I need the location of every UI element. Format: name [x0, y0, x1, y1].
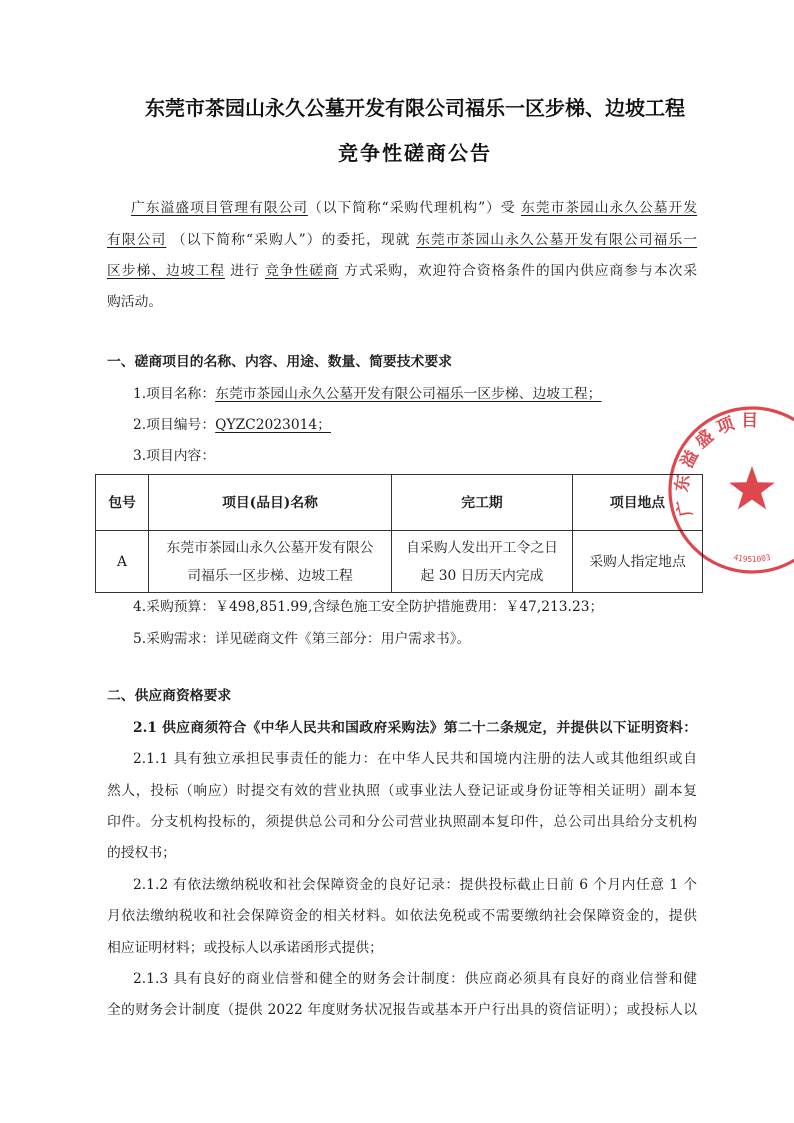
header-location: 项目地点 — [573, 475, 703, 531]
project-table — [95, 474, 703, 593]
clause-2-1-3-line: 全的财务会计制度（提供 2022 年度财务状况报告或基本开户行出具的资信证明）；或投标人以 — [107, 1002, 697, 1019]
seal-code: 41951003 — [732, 552, 772, 565]
intro-line — [107, 287, 697, 318]
official-seal-stamp — [660, 398, 794, 588]
header-package: 包号 — [96, 475, 149, 531]
intro-text: （以下简称“采购代理机构”）受 — [307, 200, 516, 217]
document-title: 东莞市茶园山永久公墓开发有限公司福乐一区步梯、边坡工程 — [145, 96, 685, 120]
item-label: 2.项目编号： — [133, 417, 216, 434]
procurement-method: 竞争性磋商 — [265, 263, 339, 280]
intro-line — [107, 193, 697, 224]
item-value: 东莞市茶园山永久公墓开发有限公司福乐一区步梯、边坡工程； — [215, 385, 602, 402]
section-2-heading: 二、供应商资格要求 — [107, 688, 232, 705]
section-1-heading: 一、磋商项目的名称、内容、用途、数量、简要技术要求 — [107, 354, 452, 371]
section-1-continued — [107, 592, 697, 655]
project-name: 区步梯、边坡工程 — [107, 263, 225, 280]
clause-2-1-2-line: 相应证明材料；或投标人以承诺函形式提供； — [107, 939, 383, 956]
cell-location: 采购人指定地点 — [573, 531, 703, 593]
clause-2-1-2-line: 月依法缴纳税收和社会保障资金的相关材料。如依法免税或不需要缴纳社会保障资金的，提供 — [107, 908, 697, 925]
cell-item-name: 东莞市茶园山永久公墓开发有限公司福乐一区步梯、边坡工程 — [149, 531, 392, 593]
header-item-name: 项目(品目)名称 — [149, 475, 392, 531]
agency-name: 广东溢盛项目管理有限公司 — [131, 200, 308, 217]
item-budget: 4.采购预算：￥498,851.99,含绿色施工安全防护措施费用：￥47,213.23； — [133, 599, 604, 616]
item-value: QYZC2023014； — [215, 417, 331, 434]
cell-completion: 自采购人发出开工令之日起 30 日历天内完成 — [392, 531, 573, 593]
purchaser-name: 东莞市茶园山永久公墓开发 — [521, 200, 698, 217]
item-requirements: 5.采购需求：详见磋商文件《第三部分：用户需求书》。 — [133, 630, 471, 647]
intro-line — [107, 225, 697, 256]
intro-line — [107, 256, 697, 287]
item-project-number — [107, 410, 697, 441]
item-project-name — [107, 379, 697, 410]
item-label: 1.项目名称： — [133, 385, 216, 402]
section-2 — [107, 681, 697, 1026]
project-name: 东莞市茶园山永久公墓开发有限公司福乐一 — [416, 231, 698, 248]
intro-text: （以下简称“采购人”）的委托，现就 — [171, 231, 411, 248]
table-header-row — [96, 475, 703, 531]
clause-2-1-1-line: 2.1.1 具有独立承担民事责任的能力：在中华人民共和国境内注册的法人或其他组织或自 — [133, 751, 697, 768]
clause-2-1-2-line: 2.1.2 有依法缴纳税收和社会保障资金的良好记录：提供投标截止日前 6 个月内任意 1 个 — [133, 876, 697, 893]
table-row — [96, 531, 703, 593]
seal-text: 广东溢盛项目 — [672, 410, 765, 519]
clause-2-1-1-line: 然人，投标（响应）时提交有效的营业执照（或事业法人登记证或身份证等相关证明）副本复 — [107, 782, 697, 799]
intro-text: 进行 — [230, 263, 260, 280]
intro-text: 方式采购，欢迎符合资格条件的国内供应商参与本次采 — [344, 263, 698, 280]
item-project-content: 3.项目内容： — [133, 448, 216, 465]
section-1 — [107, 347, 697, 473]
document-subtitle: 竞争性磋商公告 — [338, 141, 492, 165]
intro-paragraph — [107, 193, 697, 319]
purchaser-name: 有限公司 — [107, 231, 167, 248]
requirement-2-1: 2.1 供应商须符合《中华人民共和国政府采购法》第二十二条规定，并提供以下证明资料： — [133, 719, 697, 736]
clause-2-1-1-line: 的授权书； — [107, 845, 176, 862]
clause-2-1-1-line: 印件。分支机构投标的，须提供总公司和分公司营业执照副本复印件，总公司出具给分支机构 — [107, 813, 697, 830]
intro-text: 购活动。 — [107, 294, 163, 311]
seal-star-icon — [729, 466, 775, 509]
header-completion: 完工期 — [392, 475, 573, 531]
clause-2-1-3-line: 2.1.3 具有良好的商业信誉和健全的财务会计制度：供应商必须具有良好的商业信誉和健 — [133, 970, 697, 987]
cell-package: A — [96, 531, 149, 593]
